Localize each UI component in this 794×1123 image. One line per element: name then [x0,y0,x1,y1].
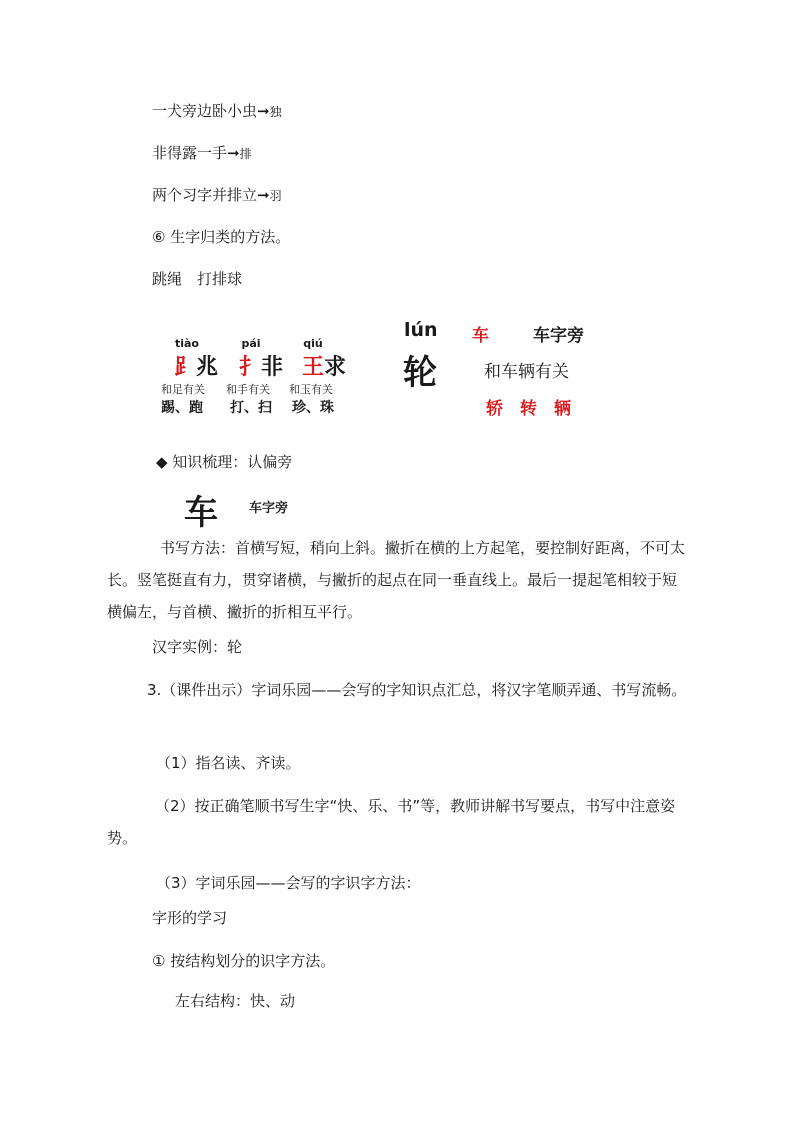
shape-study: 字形的学习 [152,909,228,927]
arrow-icon: ➞ [257,102,270,120]
writing-method: 书写方法：首横写短，稍向上斜。撇折在横的上方起笔，要控制好距离，不可太长。竖笔挺直有力，贯穿诸横，与撇折的起点在同一垂直线上。最后一提起笔相较于短横偏左，与首横、撇折的折相互平行。 [107,539,686,621]
arrow-icon: ➞ [257,186,270,204]
riddle-answer: 排 [239,147,252,161]
riddle-answer: 独 [269,105,282,119]
radical-display-label: 车字旁 [249,501,289,516]
note-yu: 和玉有关 [289,383,333,396]
char-part: 兆 [196,354,219,380]
riddle-3 [152,185,282,206]
char-lun: 轮 [403,353,437,393]
note-shou: 和手有关 [226,383,270,396]
pinyin-pai: pái [241,337,261,350]
radical-meaning: 和车辆有关 [484,362,569,382]
examples-zu: 踢、跑 [161,400,203,416]
riddle-1 [152,101,282,122]
method-6: ⑥ 生字归类的方法。 [152,228,291,246]
radical-che-red: 车 [472,326,489,346]
char-part: 求 [324,354,347,380]
item-3: （3）字词乐园——会写的字识字方法： [156,874,421,892]
radical-shou: 扌 [239,354,262,380]
knowledge-title: ◆ 知识梳理：认偏旁 [156,453,293,471]
note-zu: 和足有关 [161,383,205,396]
riddle-text: 非得露一手 [152,144,228,162]
char-pai [239,350,283,381]
examples-shou: 打、扫 [230,400,272,416]
section-3: 3.（课件出示）字词乐园——会写的字知识点汇总，将汉字笔顺弄通、书写流畅。 [147,681,687,699]
char-tiao [174,350,218,381]
radical-display-char: 车 [184,493,218,533]
method-1: ① 按结构划分的识字方法。 [152,952,336,970]
example-char: 汉字实例：轮 [152,638,243,656]
riddle-text: 一犬旁边卧小虫 [152,102,258,120]
pinyin-lun: lún [404,319,438,341]
radical-name: 车字旁 [533,326,584,346]
item-1: （1）指名读、齐读。 [156,754,301,772]
arrow-icon: ➞ [227,144,240,162]
riddle-2 [152,143,252,164]
riddle-text: 两个习字并排立 [152,186,258,204]
radical-yu: 王 [302,354,325,380]
words: 跳绳 打排球 [152,270,243,288]
char-part: 非 [261,354,284,380]
examples-yu: 珍、珠 [292,400,334,416]
riddle-answer: 羽 [269,189,282,203]
item-2: （2）按正确笔顺书写生字“快、乐、书”等，教师讲解书写要点，书写中注意姿势。 [107,797,676,847]
pinyin-qiu: qiú [303,337,323,350]
radical-zu: ⻊ [174,354,197,380]
left-right-structure: 左右结构：快、动 [175,992,296,1010]
char-qiu [302,350,346,381]
pinyin-tiao: tiào [174,337,199,350]
radical-examples: 轿 转 辆 [486,399,571,419]
